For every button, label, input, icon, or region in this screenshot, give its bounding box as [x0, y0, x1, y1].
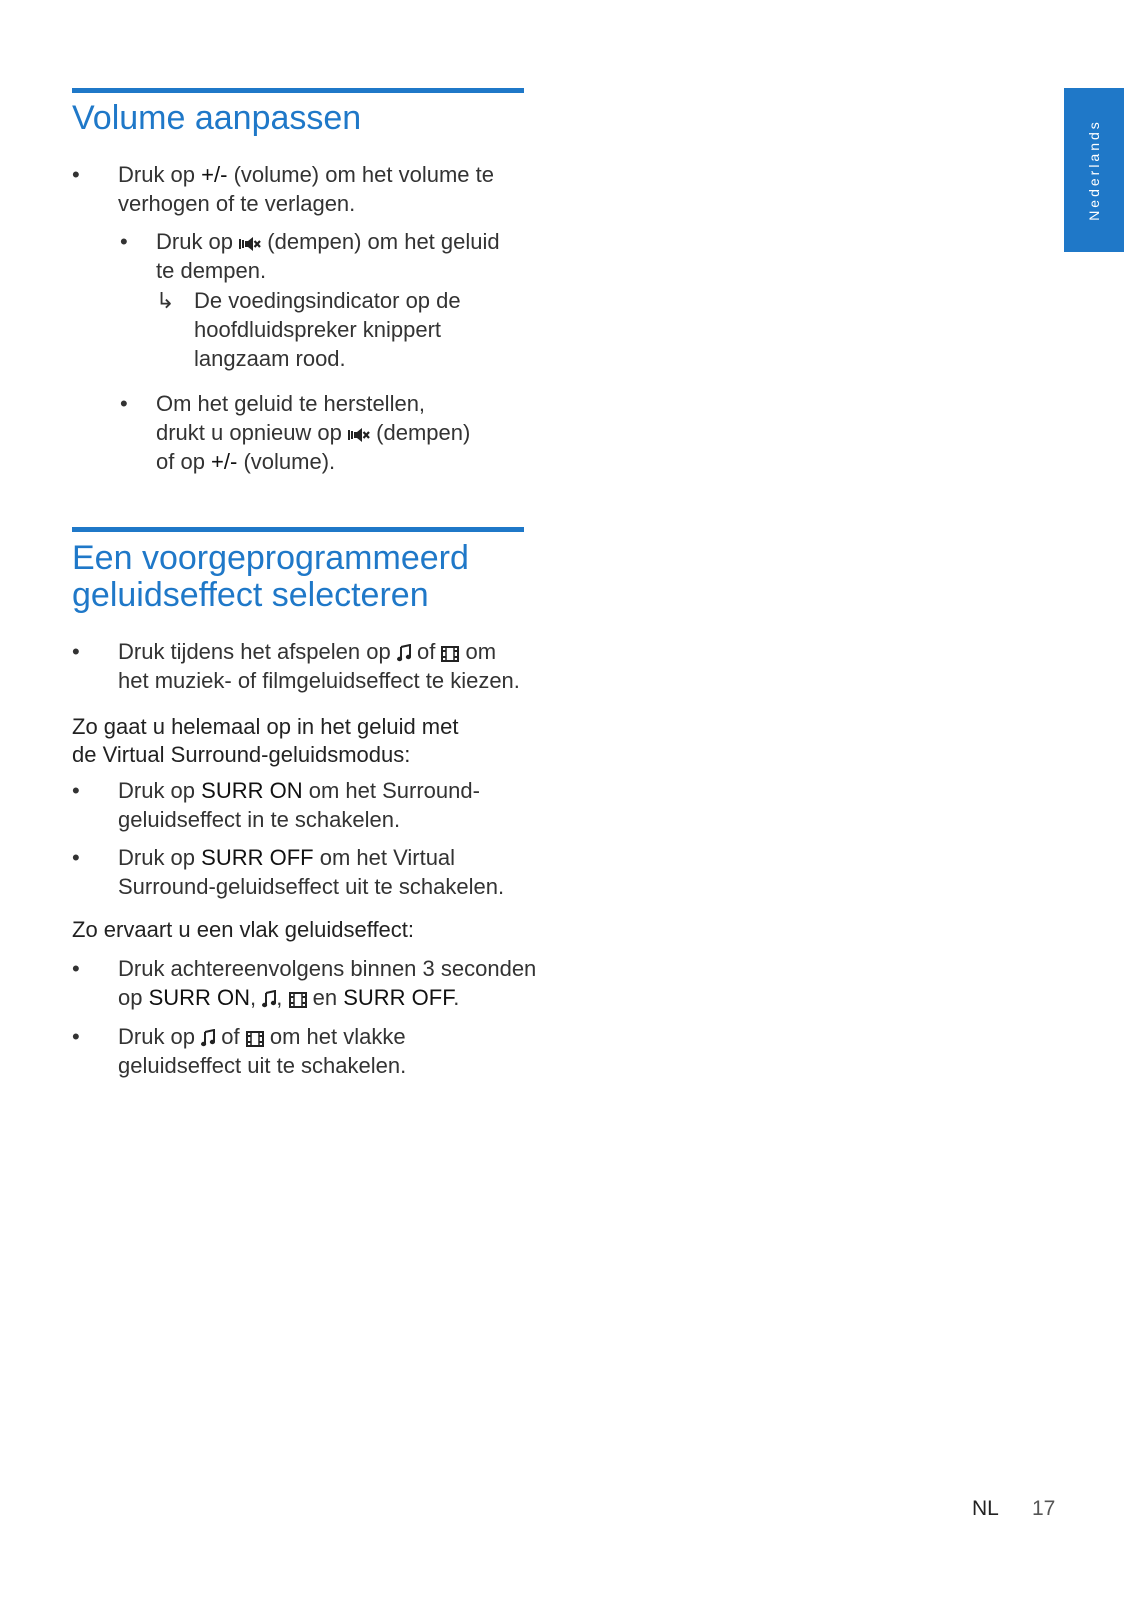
- result-arrow-icon: ↳: [156, 288, 175, 313]
- film-icon: [246, 1031, 264, 1047]
- section-title-volume: Volume aanpassen: [72, 99, 362, 137]
- language-tab: [1064, 88, 1124, 252]
- section-rule: [72, 88, 524, 93]
- bullet-dot: •: [120, 391, 128, 416]
- list-item: Druk op (dempen) om het geluid te dempen.: [156, 229, 500, 283]
- mute-icon: [239, 236, 261, 252]
- music-note-icon: [397, 644, 411, 662]
- bullet-dot: •: [72, 778, 80, 803]
- section-rule: [72, 527, 524, 532]
- section-title-sound-effect: Een voorgeprogrammeerd geluidseffect selecteren: [72, 539, 469, 614]
- bullet-dot: •: [72, 639, 80, 664]
- list-item: Druk op SURR OFF om het Virtual Surround-geluidseffect uit te schakelen.: [118, 845, 505, 899]
- subheading: Zo gaat u helemaal op in het geluid met de Virtual Surround-geluidsmodus:: [72, 714, 459, 767]
- footer-language: NL: [972, 1497, 999, 1520]
- music-note-icon: [262, 990, 276, 1008]
- bullet-dot: •: [120, 229, 128, 254]
- list-item: Druk tijdens het afspelen op of om het muziek- of filmgeluidseffect te kiezen.: [118, 639, 520, 693]
- page-number: 17: [1032, 1497, 1056, 1520]
- language-tab-label: Nederlands: [1086, 119, 1102, 221]
- bullet-dot: •: [72, 162, 80, 187]
- bullet-dot: •: [72, 956, 80, 981]
- result-text: De voedingsindicator op de hoofdluidspreker knippert langzaam rood.: [194, 288, 461, 371]
- film-icon: [441, 646, 459, 662]
- list-item: Om het geluid te herstellen, drukt u opnieuw op (dempen) of op +/- (volume).: [156, 391, 471, 474]
- subheading: Zo ervaart u een vlak geluidseffect:: [72, 917, 415, 942]
- bullet-dot: •: [72, 845, 80, 870]
- list-item: Druk op +/- (volume) om het volume te verhogen of te verlagen.: [118, 162, 494, 216]
- film-icon: [289, 992, 307, 1008]
- list-item: Druk achtereenvolgens binnen 3 seconden op SURR ON, , en SURR OFF.: [118, 956, 537, 1010]
- list-item: Druk op of om het vlakke geluidseffect uit te schakelen.: [118, 1024, 407, 1078]
- list-item: Druk op SURR ON om het Surround- geluidseffect in te schakelen.: [118, 778, 480, 832]
- music-note-icon: [201, 1029, 215, 1047]
- mute-icon: [348, 427, 370, 443]
- bullet-dot: •: [72, 1024, 80, 1049]
